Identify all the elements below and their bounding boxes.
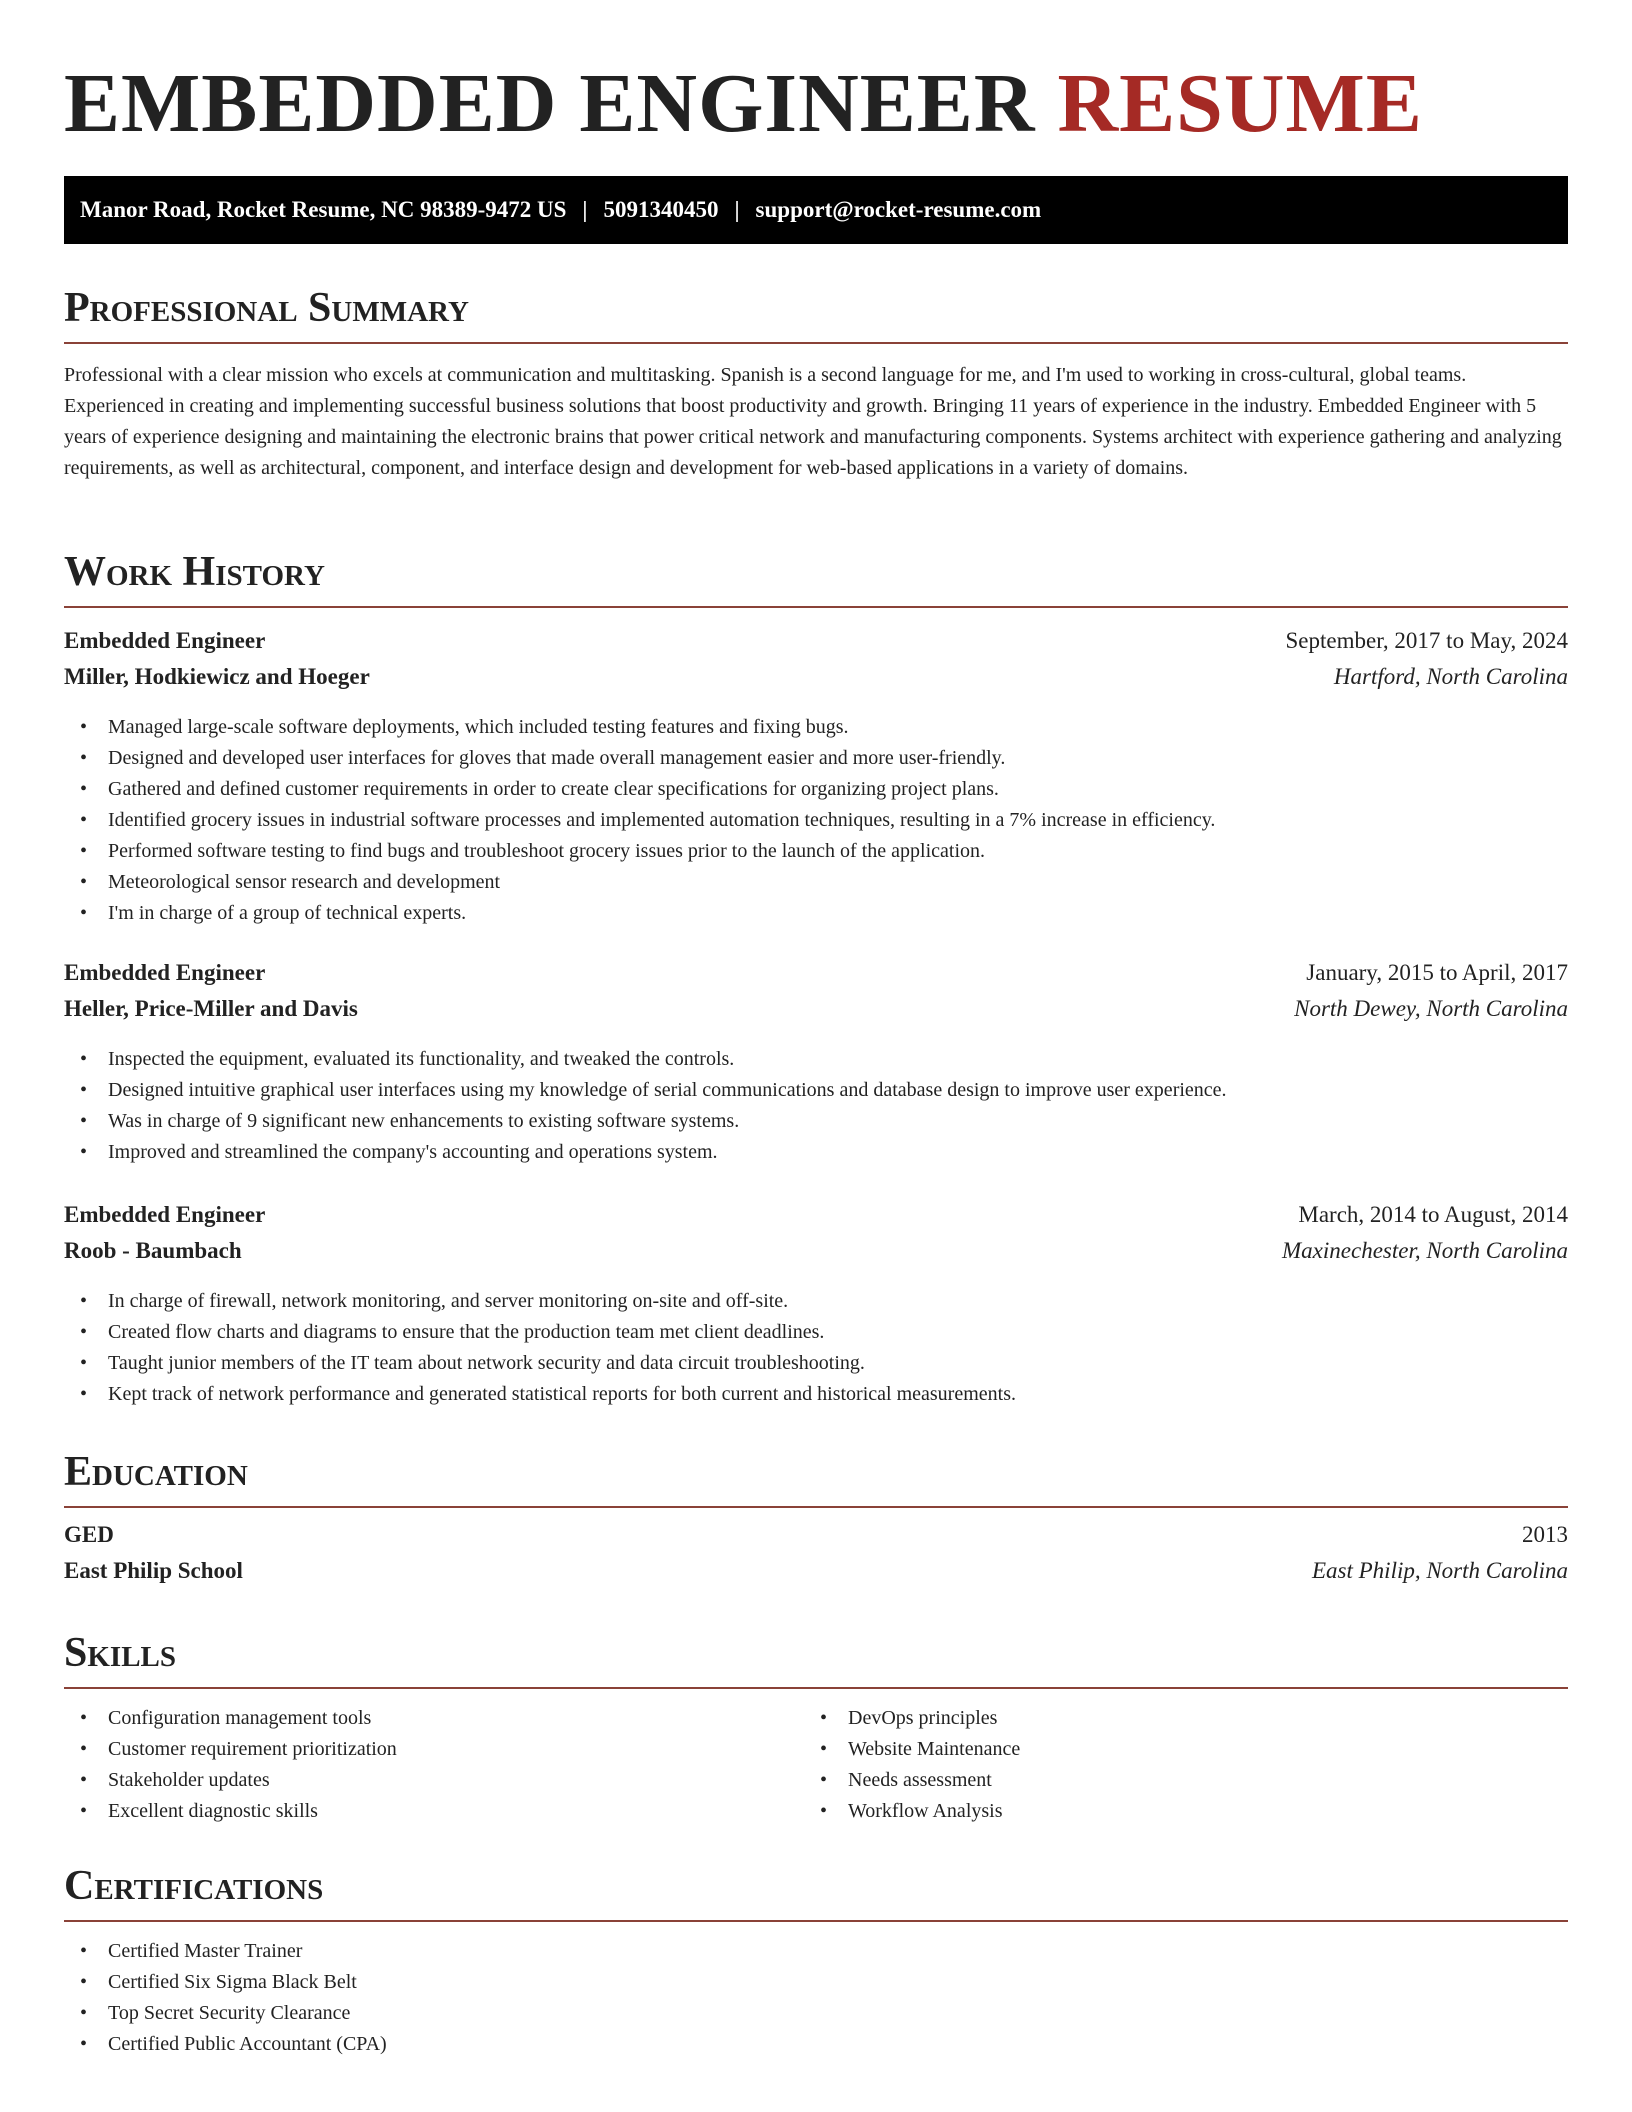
list-item: • Kept track of network performance and generated statistical reports for both current and historical measurements. bbox=[64, 1379, 1568, 1410]
list-item: • Designed and developed user interfaces for gloves that made overall management easier and more user-friendly. bbox=[64, 743, 1568, 774]
job-entry bbox=[64, 960, 1568, 1168]
list-item: • Performed software testing to find bugs and troubleshoot grocery issues prior to the launch of the application. bbox=[64, 836, 1568, 867]
list-item: • Meteorological sensor research and development bbox=[64, 867, 1568, 898]
job-company: Roob - Baumbach bbox=[64, 1238, 242, 1263]
job-location: Maxinechester, North Carolina bbox=[1282, 1238, 1568, 1263]
skills-heading: Skills bbox=[64, 1630, 177, 1676]
list-item: • DevOps principles bbox=[804, 1703, 1544, 1734]
job-title: Embedded Engineer bbox=[64, 628, 266, 653]
job-bullets bbox=[64, 1286, 1568, 1410]
education-degree: GED bbox=[64, 1522, 114, 1547]
summary-text: Professional with a clear mission who excels at communication and multitasking. Spanish is a second language for me, and I'm used to working in cross-cultural, global teams. Experienced in creating and implementing successful business solutions that boost productivity and growth. Bringing 11 years of experience in the industry. Embedded Engineer with 5 years of experience designing and maintaining the electronic brains that power critical network and manufacturing components. Systems architect with experience gathering and analyzing requirements, as well as architectural, component, and interface design and development for web-based applications in a variety of domains. bbox=[64, 364, 1562, 479]
job-company: Heller, Price-Miller and Davis bbox=[64, 996, 358, 1021]
job-location: Hartford, North Carolina bbox=[1333, 664, 1568, 689]
job-dates: September, 2017 to May, 2024 bbox=[1285, 628, 1568, 653]
job-title: Embedded Engineer bbox=[64, 1202, 266, 1227]
job-entry bbox=[64, 1202, 1568, 1410]
list-item: • Workflow Analysis bbox=[804, 1796, 1544, 1827]
job-bullets bbox=[64, 712, 1568, 929]
contact-email: support@rocket-resume.com bbox=[755, 197, 1042, 222]
skills-list-left bbox=[64, 1703, 804, 1827]
list-item: • Needs assessment bbox=[804, 1765, 1544, 1796]
list-item: • Taught junior members of the IT team about network security and data circuit troubleshooting. bbox=[64, 1348, 1568, 1379]
education-year: 2013 bbox=[1522, 1522, 1568, 1547]
contact-bar bbox=[64, 176, 1568, 244]
list-item: • Created flow charts and diagrams to ensure that the production team met client deadlines. bbox=[64, 1317, 1568, 1348]
job-location: North Dewey, North Carolina bbox=[1294, 996, 1568, 1021]
work-history-heading: Work History bbox=[64, 549, 325, 595]
job-dates: January, 2015 to April, 2017 bbox=[1306, 960, 1568, 985]
job-dates: March, 2014 to August, 2014 bbox=[1298, 1202, 1568, 1227]
list-item: • Managed large-scale software deployments, which included testing features and fixing bugs. bbox=[64, 712, 1568, 743]
list-item: • Website Maintenance bbox=[804, 1734, 1544, 1765]
job-title: Embedded Engineer bbox=[64, 960, 266, 985]
list-item: • Was in charge of 9 significant new enhancements to existing software systems. bbox=[64, 1106, 1568, 1137]
education-section bbox=[64, 1446, 1568, 1594]
work-history-section bbox=[64, 546, 1568, 608]
contact-separator: | bbox=[734, 197, 740, 222]
list-item: • Excellent diagnostic skills bbox=[64, 1796, 804, 1827]
job-company: Miller, Hodkiewicz and Hoeger bbox=[64, 664, 370, 689]
list-item: • Certified Public Accountant (CPA) bbox=[64, 2029, 1568, 2060]
job-entry bbox=[64, 628, 1568, 929]
skills-section bbox=[64, 1627, 1568, 1827]
list-item: • Designed intuitive graphical user interfaces using my knowledge of serial communications and database design to improve user experience. bbox=[64, 1075, 1568, 1106]
education-school: East Philip School bbox=[64, 1558, 243, 1583]
certifications-heading: Certifications bbox=[64, 1863, 324, 1909]
section-divider bbox=[64, 1920, 1568, 1922]
title-accent: RESUME bbox=[1057, 57, 1423, 150]
list-item: • In charge of firewall, network monitoring, and server monitoring on-site and off-site. bbox=[64, 1286, 1568, 1317]
list-item: • Configuration management tools bbox=[64, 1703, 804, 1734]
resume-page bbox=[64, 0, 1568, 2055]
resume-title bbox=[64, 52, 1568, 156]
education-heading: Education bbox=[64, 1449, 248, 1495]
summary-section bbox=[64, 282, 1568, 484]
list-item: • Gathered and defined customer requirements in order to create clear specifications for organizing project plans. bbox=[64, 774, 1568, 805]
list-item: • Improved and streamlined the company's accounting and operations system. bbox=[64, 1137, 1568, 1168]
title-main: EMBEDDED ENGINEER bbox=[64, 57, 1036, 150]
section-divider bbox=[64, 342, 1568, 344]
list-item: • Customer requirement prioritization bbox=[64, 1734, 804, 1765]
skills-list-right bbox=[804, 1703, 1544, 1827]
list-item: • Top Secret Security Clearance bbox=[64, 1998, 1568, 2029]
job-bullets bbox=[64, 1044, 1568, 1168]
section-divider bbox=[64, 1687, 1568, 1689]
list-item: • Certified Six Sigma Black Belt bbox=[64, 1967, 1568, 1998]
education-location: East Philip, North Carolina bbox=[1311, 1558, 1568, 1583]
list-item: • Certified Master Trainer bbox=[64, 1936, 1568, 1967]
skills-columns bbox=[64, 1703, 1568, 1827]
certifications-section bbox=[64, 1860, 1568, 2060]
list-item: • Identified grocery issues in industrial software processes and implemented automation techniques, resulting in a 7% increase in efficiency. bbox=[64, 805, 1568, 836]
list-item: • Inspected the equipment, evaluated its functionality, and tweaked the controls. bbox=[64, 1044, 1568, 1075]
contact-phone: 5091340450 bbox=[603, 197, 719, 222]
contact-address: Manor Road, Rocket Resume, NC 98389-9472 US bbox=[80, 197, 567, 222]
certifications-list bbox=[64, 1936, 1568, 2060]
section-divider bbox=[64, 606, 1568, 608]
list-item: • I'm in charge of a group of technical experts. bbox=[64, 898, 1568, 929]
list-item: • Stakeholder updates bbox=[64, 1765, 804, 1796]
summary-heading: Professional Summary bbox=[64, 285, 469, 331]
contact-separator: | bbox=[582, 197, 588, 222]
